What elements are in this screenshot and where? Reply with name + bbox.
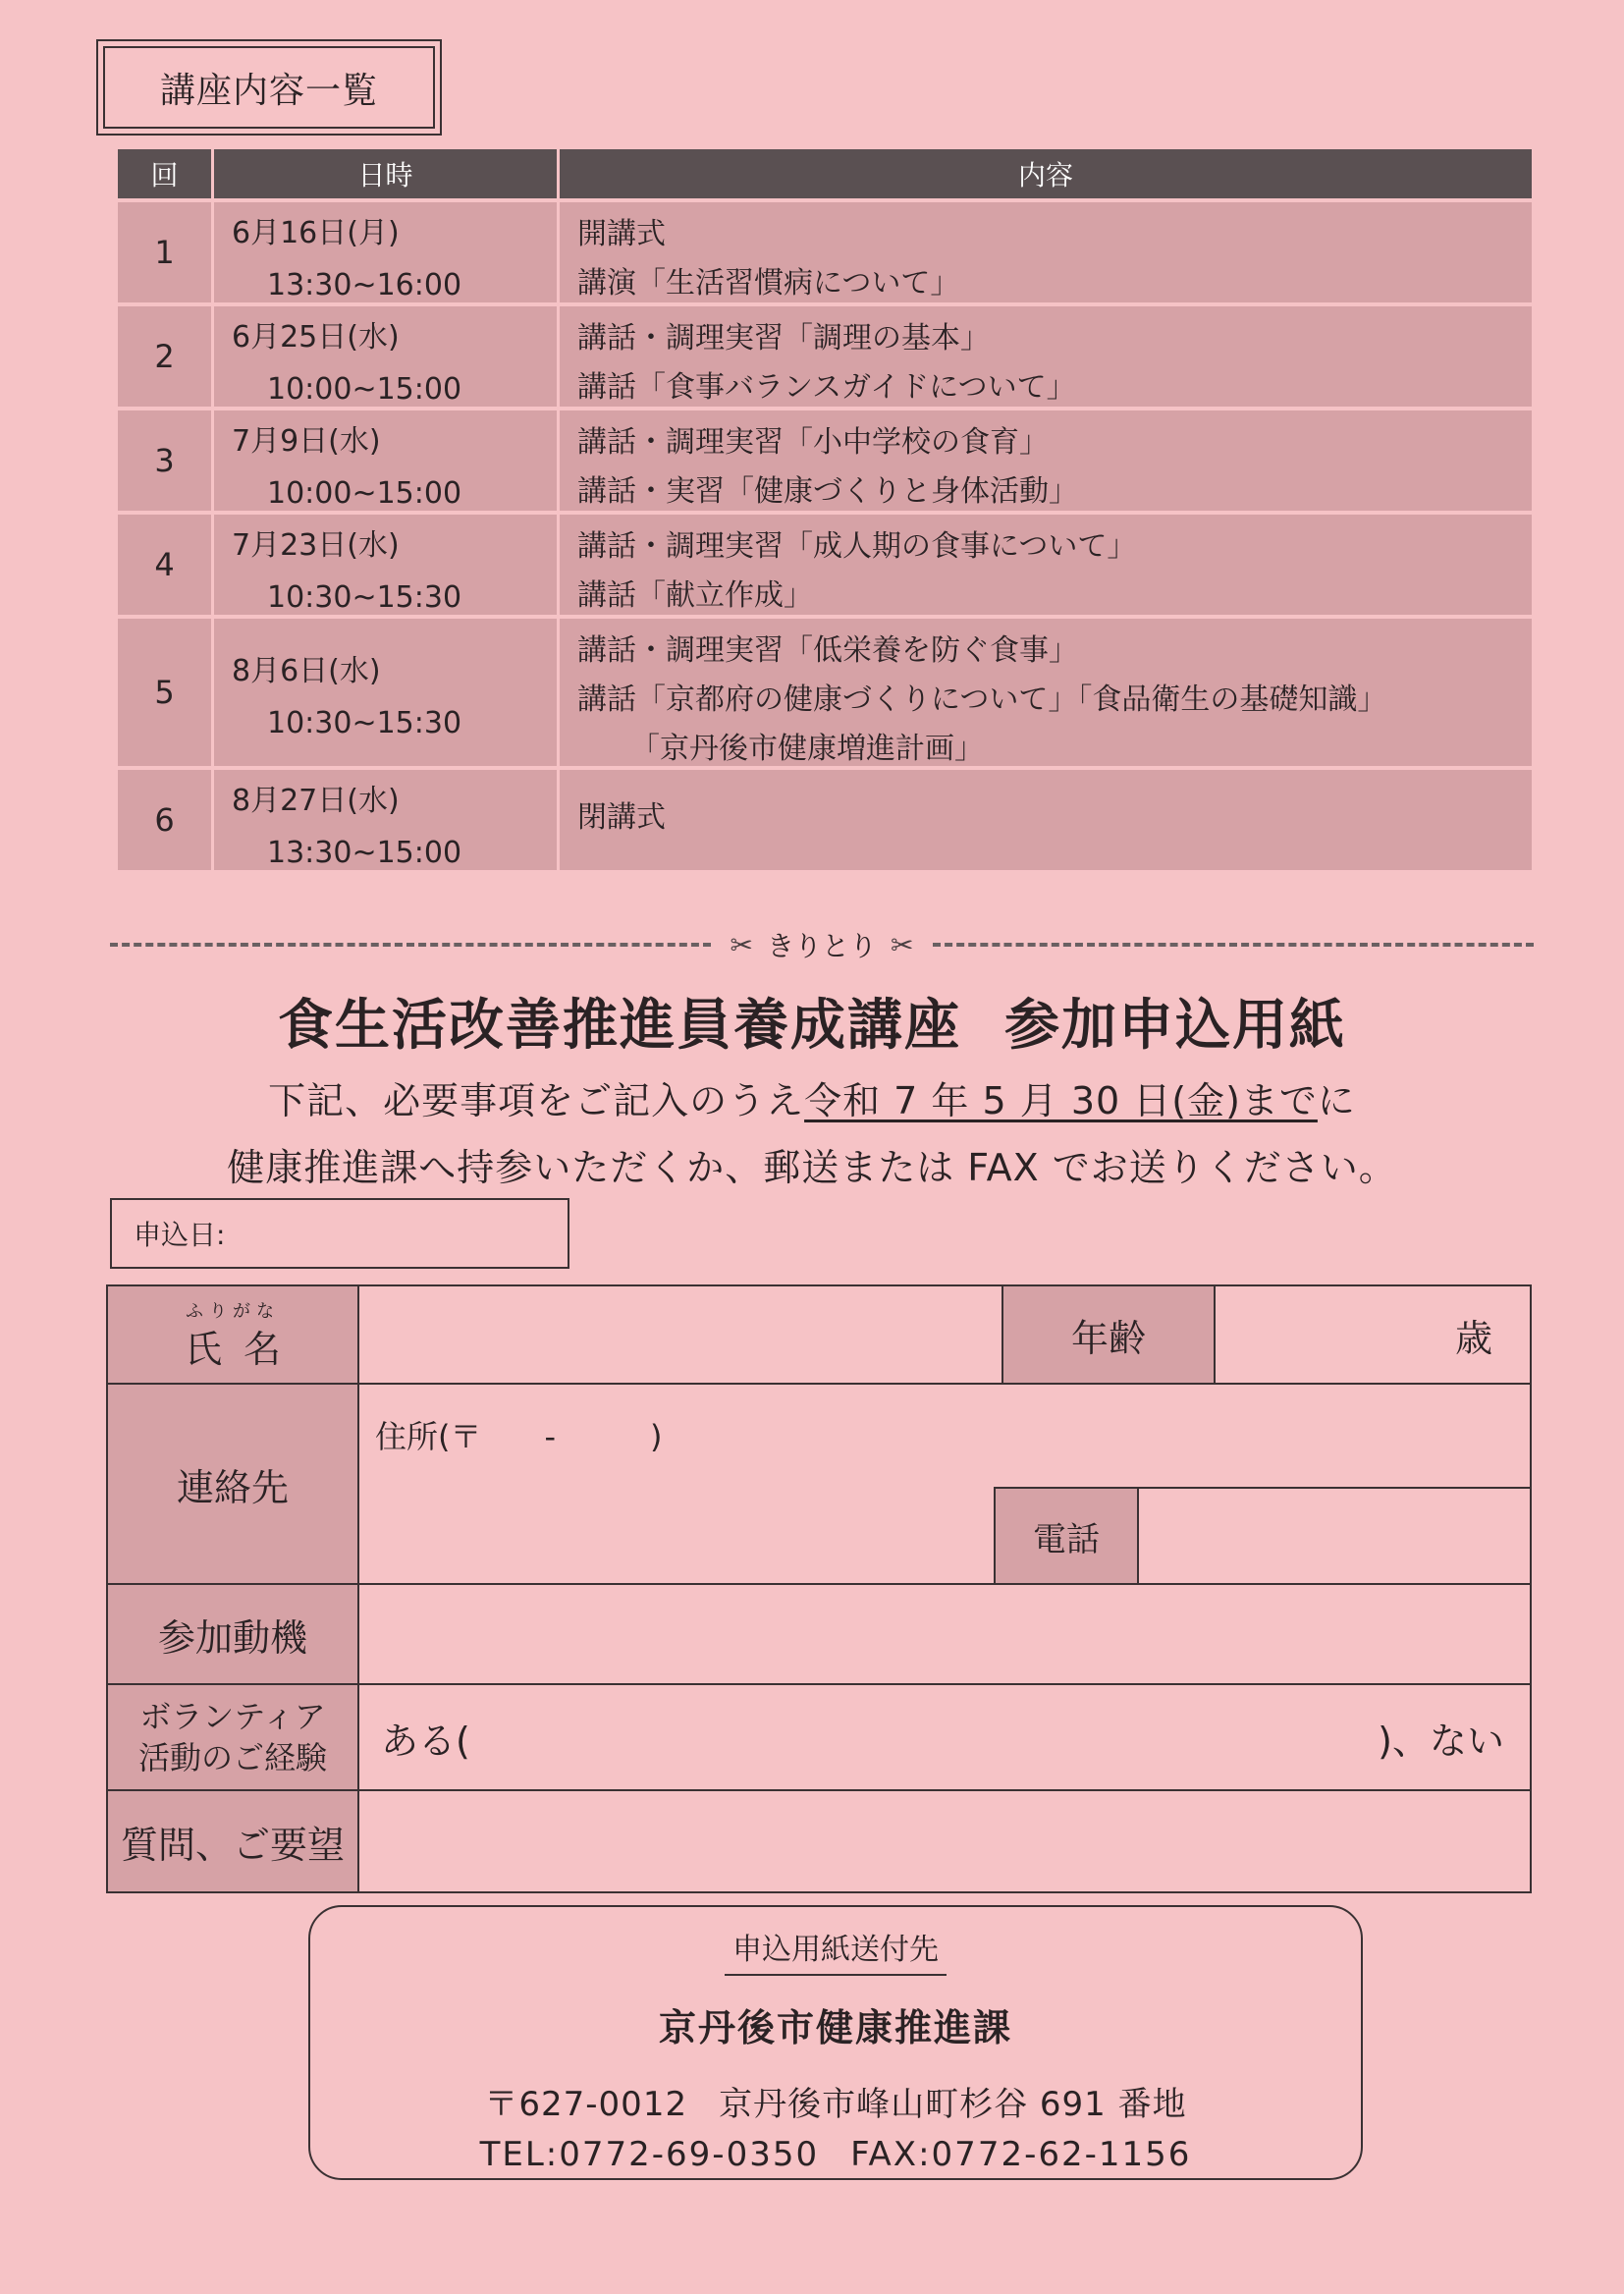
age-input[interactable] [1216, 1286, 1530, 1385]
section-title-box [96, 39, 442, 136]
row-content [560, 202, 1532, 302]
notice-line-1 [0, 1070, 1624, 1124]
notice-post: に [1317, 1079, 1356, 1122]
name-label-group [163, 1297, 302, 1373]
row-datetime [214, 770, 560, 870]
row-time: 10:00~15:00 [267, 476, 462, 511]
send-to-tel: TEL:0772-69-0350 [479, 2135, 820, 2174]
row-content [560, 515, 1532, 615]
row-date: 7月23日(水) [232, 528, 400, 563]
content-line: 「京丹後市健康増進計画」 [630, 732, 984, 766]
content-line: 講話「献立作成」 [577, 578, 813, 613]
volunteer-label-line-1: ボランティア [139, 1698, 326, 1735]
content-line: 講話・調理実習「成人期の食事について」 [577, 529, 1137, 564]
schedule-table [118, 149, 1532, 870]
header-number: 回 [118, 149, 214, 198]
name-furigana: ふりがな [185, 1300, 280, 1322]
schedule-row [118, 515, 1532, 615]
send-to-heading: 申込用紙送付先 [725, 1925, 947, 1976]
cut-line-label: きりとり [767, 930, 878, 962]
content-line: 講話・実習「健康づくりと身体活動」 [577, 474, 1078, 509]
volunteer-label-cell [108, 1685, 359, 1791]
questions-label-cell [108, 1791, 359, 1891]
row-content [560, 410, 1532, 511]
row-number: 3 [118, 410, 214, 511]
content-line: 講演「生活習慣病について」 [577, 266, 960, 300]
row-number: 1 [118, 202, 214, 302]
apply-date-label: 申込日: [134, 1219, 226, 1251]
row-number: 4 [118, 515, 214, 615]
volunteer-input[interactable] [359, 1685, 1530, 1791]
row-date: 6月16日(月) [232, 216, 400, 250]
address-label: 住所(〒 - ) [375, 1418, 663, 1455]
send-to-postal: 〒627-0012 [484, 2085, 688, 2124]
row-time: 10:00~15:00 [267, 372, 462, 407]
row-datetime [214, 619, 560, 766]
motivation-label-cell [108, 1585, 359, 1685]
row-time: 10:30~15:30 [267, 706, 462, 740]
row-date: 6月25日(水) [232, 320, 400, 355]
send-to-address-line [310, 2077, 1361, 2125]
schedule-row [118, 619, 1532, 766]
send-to-fax: FAX:0772-62-1156 [850, 2135, 1192, 2174]
schedule-row [118, 770, 1532, 870]
row-date: 8月27日(水) [232, 784, 400, 818]
row-content [560, 619, 1532, 766]
contact-label: 連絡先 [176, 1465, 289, 1509]
cut-line [110, 925, 1534, 964]
apply-date-field[interactable] [110, 1198, 569, 1269]
content-line: 講話「京都府の健康づくりについて」「食品衛生の基礎知識」 [577, 683, 1387, 717]
motivation-label: 参加動機 [157, 1615, 307, 1660]
volunteer-yes-label: ある( [381, 1719, 470, 1763]
schedule-header [118, 149, 1532, 198]
content-line: 開講式 [577, 217, 666, 251]
section-title: 講座内容一覧 [103, 46, 435, 129]
phone-label: 電話 [1033, 1519, 1100, 1559]
volunteer-no-label: )、ない [1378, 1719, 1504, 1763]
row-date: 7月9日(水) [232, 424, 381, 459]
name-input[interactable] [359, 1286, 1003, 1385]
row-time: 13:30~16:00 [267, 268, 462, 302]
row-number: 5 [118, 619, 214, 766]
row-number: 6 [118, 770, 214, 870]
send-to-address: 京丹後市峰山町杉谷 691 番地 [719, 2085, 1187, 2124]
row-datetime [214, 410, 560, 511]
content-line: 講話・調理実習「小中学校の食育」 [577, 425, 1049, 460]
dashed-line-left [110, 943, 711, 947]
content-line: 講話・調理実習「低栄養を防ぐ食事」 [577, 633, 1078, 668]
header-content: 内容 [1017, 159, 1073, 191]
notice-pre: 下記、必要事項をご記入のうえ [268, 1079, 805, 1122]
dashed-line-right [933, 943, 1534, 947]
send-to-org: 京丹後市健康推進課 [658, 2006, 1012, 2049]
row-datetime [214, 306, 560, 407]
row-time: 10:30~15:30 [267, 580, 462, 615]
phone-label-cell [994, 1487, 1139, 1585]
row-date: 8月6日(水) [232, 654, 381, 688]
row-datetime [214, 202, 560, 302]
send-to-contact-line [310, 2135, 1361, 2174]
phone-input[interactable] [1139, 1487, 1530, 1585]
form-title-sub: 参加申込用紙 [1004, 994, 1346, 1058]
scissors-icon: ✂ [730, 928, 753, 961]
motivation-input[interactable] [359, 1585, 1530, 1685]
send-to-box [308, 1905, 1363, 2180]
form-title [0, 982, 1624, 1061]
schedule-row [118, 410, 1532, 511]
row-content [560, 770, 1532, 870]
cut-line-label-group [711, 925, 934, 964]
schedule-row [118, 306, 1532, 407]
name-label: 氏名 [184, 1327, 302, 1371]
name-label-cell [108, 1286, 359, 1385]
questions-input[interactable] [359, 1791, 1530, 1891]
row-number: 2 [118, 306, 214, 407]
age-unit: 歳 [1454, 1316, 1492, 1360]
scissors-icon: ✂ [891, 928, 914, 961]
header-datetime: 日時 [214, 149, 560, 198]
schedule-row [118, 202, 1532, 302]
application-form [106, 1284, 1532, 1893]
row-datetime [214, 515, 560, 615]
age-label: 年齢 [1070, 1316, 1146, 1360]
row-content [560, 306, 1532, 407]
volunteer-label-line-2: 活動のご経験 [137, 1739, 327, 1776]
age-label-cell [1003, 1286, 1216, 1385]
content-line: 講話・調理実習「調理の基本」 [577, 321, 990, 355]
contact-label-cell [108, 1385, 359, 1585]
row-time: 13:30~15:00 [267, 836, 462, 870]
notice-deadline: 令和 7 年 5 月 30 日(金)まで [804, 1079, 1318, 1122]
form-title-main: 食生活改善推進員養成講座 [278, 994, 961, 1058]
notice-line-2: 健康推進課へ持参いただくか、郵送または FAX でお送りください。 [227, 1146, 1397, 1189]
content-line: 講話「食事バランスガイドについて」 [577, 370, 1076, 405]
questions-label: 質問、ご要望 [120, 1823, 345, 1867]
content-line: 閉講式 [577, 800, 666, 835]
